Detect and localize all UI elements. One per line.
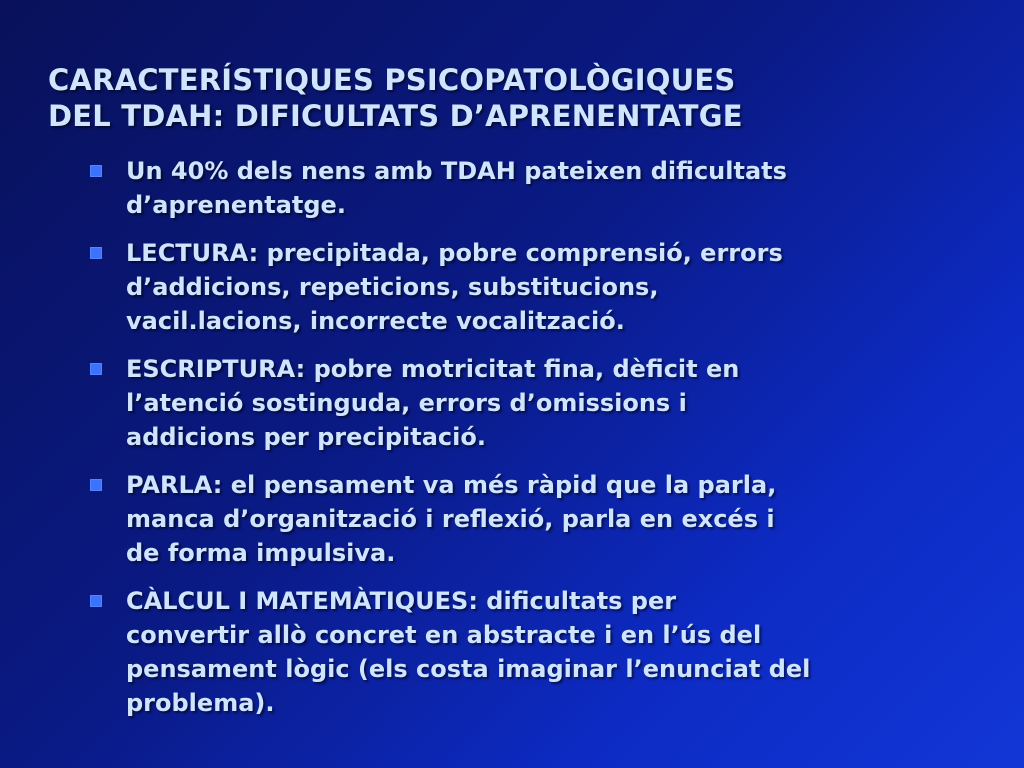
slide-title-line-2: DEL TDAH: DIFICULTATS D’APRENENTATGE bbox=[48, 99, 743, 133]
bullet-item-lectura bbox=[88, 236, 968, 338]
square-bullet-icon bbox=[90, 165, 102, 177]
square-bullet-icon bbox=[90, 247, 102, 259]
bullet-text-lectura: LECTURA: precipitada, pobre comprensió, errors d’addicions, repeticions, substitucions, vacil.lacions, incorrecte vocalització. bbox=[126, 239, 783, 335]
bullet-item-calcul bbox=[88, 584, 968, 720]
bullet-text-general: Un 40% dels nens amb TDAH pateixen dificultats d’aprenentatge. bbox=[126, 157, 787, 219]
bullet-list bbox=[88, 154, 968, 734]
square-bullet-icon bbox=[90, 363, 102, 375]
square-bullet-icon bbox=[90, 479, 102, 491]
slide-title-line-1: CARACTERÍSTIQUES PSICOPATOLÒGIQUES bbox=[48, 63, 736, 97]
bullet-item-general bbox=[88, 154, 968, 222]
bullet-item-parla bbox=[88, 468, 968, 570]
slide-title bbox=[48, 62, 978, 134]
bullet-text-parla: PARLA: el pensament va més ràpid que la parla, manca d’organització i reflexió, parla en excés i de forma impulsiva. bbox=[126, 471, 777, 567]
bullet-text-calcul: CÀLCUL I MATEMÀTIQUES: dificultats per convertir allò concret en abstracte i en l’ús del pensament lògic (els costa imaginar l’enunciat del problema). bbox=[126, 587, 811, 717]
bullet-item-escriptura bbox=[88, 352, 968, 454]
bullet-text-escriptura: ESCRIPTURA: pobre motricitat fina, dèficit en l’atenció sostinguda, errors d’omissions i addicions per precipitació. bbox=[126, 355, 740, 451]
square-bullet-icon bbox=[90, 595, 102, 607]
